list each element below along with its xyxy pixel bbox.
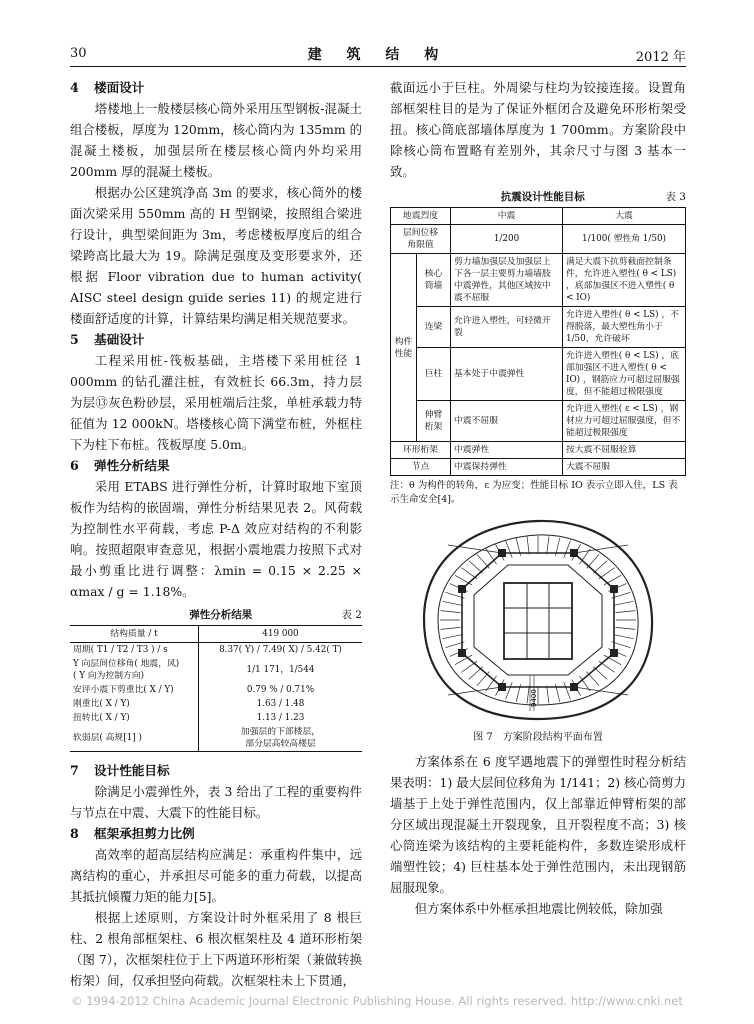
floor-beam-line [616,611,636,613]
paragraph: 高效率的超高层结构应满足：承重构件集中，远离结构的重心，并承担尽可能多的重力荷载，以提高其抵抗倾覆力矩的能力[5]。 [70,847,362,904]
table-row: 巨柱 基本处于中震弹性 允许进入塑性( θ < LS) ，底部加强区不进入塑性( θ < IO) ，钢筋应力可超过屈服强度，但不能超过极限强度 [391,348,686,401]
floor-beam-line [604,575,621,585]
floor-beam-line [547,686,549,704]
table-header-cell: 419 000 [198,626,362,643]
left-column [70,77,362,991]
paragraph: 方案体系在 6 度罕遇地震下的弹塑性时程分析结果表明：1) 最大层间位移角为 1/141；2) 核心筒剪力墙基于上处于弹性范围内，仅上部靠近伸臂桁架的部分区域出现混凝土开裂现象，且开裂程度不高；3) 核心筒连梁为该结构的主要耗能构件，多数连梁形成杆端塑性铰；4) 巨柱基本处于弹性范围内，未出现钢筋屈服现象。 [390,754,686,895]
table-2-caption [70,608,362,622]
table-row: 连梁 允许进入塑性，可轻微开裂 允许进入塑性( θ < LS) ，不得脱落，最大塑性角小于 1/50，允许破坏 [391,307,686,348]
figure-caption: 图 7 方案阶段结构平面布置 [473,732,603,743]
table-label: 表 2 [341,609,362,621]
dimension-label: 9400 [530,689,538,707]
floor-beam-line [506,682,513,699]
section-heading: 4 楼面设计 [70,80,145,95]
table-row: 安评小震下剪重比( X / Y) 0.79 % / 0.71% [70,683,362,697]
table-row: Y 向层间位移角( 地震，风) ( Y 向为控制方向) 1/1 171，1/544 [70,657,362,683]
table-row: 周期( T1 / T2 / T3 ) / s 8.37( Y) / 7.49( X) / 5.42( T) [70,643,362,658]
paragraph: 采用 ETABS 进行弹性分析，计算时取地下室顶板作为结构的嵌固端，弹性分析结果见表 2。风荷载为控制性水平荷载，考虑 P-Δ 效应对结构的不利影响。按照超限审查意见，根据小震地震力按照下式对最小剪重比进行调整：λmin = 0.15 × 2.25 × αmax / g = 1.18%。 [70,479,362,599]
copyright-footer: © 1994-2012 China Academic Journal Electronic Publishing House. All rights reserved. http://www.cnki.net [71,994,683,1008]
table-row: 层间位移 角限值 1/200 1/100( 塑性角 1/50) [391,225,686,254]
right-column [390,77,686,919]
floor-beam-line [506,541,513,558]
table-header-cell: 大震 [563,208,686,225]
floor-beam-line [614,601,634,605]
running-header [70,44,686,67]
paragraph: 根据办公区建筑净高 3m 的要求，核心筒外的楼面次梁采用 550mm 高的 H 型钢梁，按照组合梁进行设计，典型梁间距为 3m，考虑楼板厚度后的组合梁跨高比最大为 19。除满足强度及变形要求外，还根据 Floor vibration due to human activity( AISC steel design guide series 11) 的规定进行楼面舒适度的计算，计算结果均满足相关规范要求。 [70,185,362,326]
table-row: 节点 中震保持弹性 大震不屈服 [391,459,686,476]
floor-beam-line [564,682,571,699]
structural-floor-plan-figure [418,515,658,725]
table-header-cell: 地震烈度 [391,208,451,225]
table-note: 注：θ 为构件的转角，ε 为应变；性能目标 IO 表示立即入住，LS 表示生命安全[4]。 [390,480,678,505]
table-row: 环形桁架 中震弹性 按大震不屈服验算 [391,442,686,459]
section-heading: 5 基础设计 [70,332,145,347]
paragraph: 根据上述原则，方案设计时外框采用了 8 根巨柱、2 根角部框架柱、6 根次框架柱及 4 道环形桁架（图 7），次框架柱位于上下两道环形桁架（兼做转换桁架）间，仅承担竖向荷载。次框架柱未上下贯通， [70,910,362,988]
table-row: 伸臂 桁架 中震不屈服 允许进入塑性( ε < LS) ，钢材应力可超过屈服强度，但不能超过极限强度 [391,401,686,442]
table-label: 表 3 [665,191,686,203]
table-row: 构件 性能 核心 筒墙 剪力墙加强层及加强层上下各一层主要剪力墙墙肢中震弹性，其他区域按中震不屈服 满足大震下抗剪截面控制条件，允许进入塑性( θ < LS) ，底部加强区不进入塑性( θ < IO) [391,254,686,307]
section-heading: 8 框架承担剪力比例 [70,826,195,841]
section-heading: 6 弹性分析结果 [70,458,170,473]
issue-year: 2012 年 [635,50,686,65]
floor-beam-line [614,635,634,639]
table-header-cell: 中震 [451,208,563,225]
table-2 [70,625,362,752]
paragraph: 塔楼地上一般楼层核心筒外采用压型钢板-混凝土组合楼板，厚度为 120mm，核心筒内为 135mm 的混凝土楼板，加强层所在楼层核心筒内外均采用 200mm 厚的混凝土楼板。 [70,101,362,179]
table-header-cell: 结构质量 / t [70,626,198,643]
paragraph: 但方案体系中外框承担地震比例较低，除加强 [414,901,663,916]
floor-beam-line [527,537,529,555]
table-row: 软弱层( 高规[1] ) 加强层的下部楼层， 部分层高较高楼层 [70,725,362,752]
floor-beam-line [441,611,461,613]
floor-beam-line [564,541,571,558]
paragraph: 截面远小于巨柱。外周梁与柱均为铰接连接。设置角部框架柱目的是为了保证外框闭合及避免环形桁架受扭。核心筒底部墙体厚度为 1 700mm。方案阶段中除核心筒布置略有差别外，其余尺寸与图 3 基本一致。 [390,80,686,179]
page-number: 30 [70,46,87,61]
floor-beam-line [443,601,463,605]
floor-beam-line [455,575,472,585]
table-row: 扭转比( X / Y) 1.13 / 1.23 [70,711,362,725]
section-heading: 7 设计性能目标 [70,763,170,778]
paragraph: 除满足小震弹性外，表 3 给出了工程的重要构件与节点在中震、大震下的性能目标。 [70,784,362,820]
floor-beam-line [547,537,549,555]
journal-title: 建 筑 结 构 [307,47,449,63]
floor-beam-line [441,627,461,629]
floor-beam-line [616,627,636,629]
table-row: 刚重比( X / Y) 1.63 / 1.48 [70,697,362,711]
table-3-caption [390,190,686,204]
paragraph: 工程采用桩-筏板基础，主塔楼下采用桩径 1 000mm 的钻孔灌注桩，有效桩长 66.3m，持力层为层⑬灰色粉砂层，采用桩端后注浆，单桩承载力特征值为 12 000kN。塔楼核心筒下满堂布桩，外框柱下为柱下布桩。筏板厚度 5.0m。 [70,353,362,452]
table-title: 抗震设计性能目标 [500,191,585,203]
table-3 [390,207,686,476]
floor-beam-line [527,686,529,704]
floor-beam-line [443,635,463,639]
table-title: 弹性分析结果 [189,609,253,621]
